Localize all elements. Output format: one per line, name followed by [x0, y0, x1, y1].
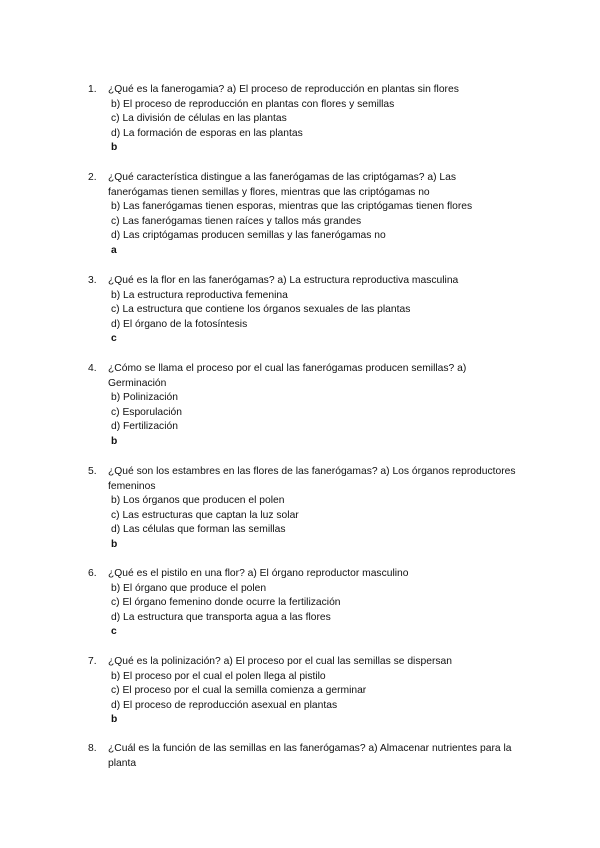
- answer-key: b: [111, 435, 118, 447]
- option-c: c) Las fanerógamas tienen raíces y tallos más grandes: [111, 215, 362, 227]
- option-d: d) El órgano de la fotosíntesis: [111, 318, 248, 330]
- question-stem: ¿Qué característica distingue a las fanerógamas de las criptógamas? a) Las fanerógamas tienen semillas y flores, mientras que las criptógamas no: [108, 172, 456, 198]
- option-d: d) Fertilización: [111, 421, 178, 433]
- option-b: b) Las fanerógamas tienen esporas, mientras que las criptógamas tienen flores: [111, 201, 473, 213]
- option-c: c) La estructura que contiene los órganos sexuales de las plantas: [111, 304, 411, 316]
- option-c: c) La división de células en las plantas: [111, 113, 287, 125]
- option-c: c) Las estructuras que captan la luz solar: [111, 509, 299, 521]
- option-d: d) La estructura que transporta agua a las flores: [111, 611, 331, 623]
- option-d: d) Las criptógamas producen semillas y las fanerógamas no: [111, 230, 386, 242]
- question-stem: ¿Cuál es la función de las semillas en las fanerógamas? a) Almacenar nutrientes para la planta: [108, 743, 512, 769]
- question-5: [88, 465, 518, 553]
- question-stem: ¿Qué es la polinización? a) El proceso por el cual las semillas se dispersan: [108, 656, 452, 667]
- question-number: 5.: [88, 466, 97, 477]
- question-number: 4.: [88, 363, 97, 374]
- question-number: 2.: [88, 172, 97, 183]
- question-number: 1.: [88, 84, 97, 95]
- option-d: d) La formación de esporas en las plantas: [111, 127, 303, 139]
- question-stem: ¿Qué es el pistilo en una flor? a) El órgano reproductor masculino: [108, 568, 409, 579]
- question-number: 6.: [88, 568, 97, 579]
- option-d: d) El proceso de reproducción asexual en plantas: [111, 699, 338, 711]
- question-1: [88, 83, 518, 156]
- question-stem: ¿Qué son los estambres en las flores de las fanerógamas? a) Los órganos reproductores femeninos: [108, 466, 516, 492]
- question-6: [88, 567, 518, 640]
- option-b: b) Polinización: [111, 392, 178, 404]
- question-7: [88, 655, 518, 728]
- question-3: [88, 274, 518, 347]
- answer-key: c: [111, 333, 117, 345]
- option-b: b) El órgano que produce el polen: [111, 582, 267, 594]
- option-c: c) El órgano femenino donde ocurre la fertilización: [111, 597, 341, 609]
- question-2: [88, 171, 518, 259]
- option-b: b) Los órganos que producen el polen: [111, 495, 285, 507]
- question-4: [88, 362, 518, 450]
- question-number: 7.: [88, 656, 97, 667]
- question-8: [88, 742, 518, 771]
- answer-key: b: [111, 714, 118, 726]
- question-number: 8.: [88, 743, 97, 754]
- question-number: 3.: [88, 275, 97, 286]
- option-b: b) La estructura reproductiva femenina: [111, 289, 288, 301]
- option-b: b) El proceso por el cual el polen llega al pistilo: [111, 670, 326, 682]
- answer-key: c: [111, 626, 117, 638]
- question-stem: ¿Cómo se llama el proceso por el cual las fanerógamas producen semillas? a) Germinación: [108, 363, 467, 389]
- question-stem: ¿Qué es la flor en las fanerógamas? a) La estructura reproductiva masculina: [108, 275, 459, 286]
- option-d: d) Las células que forman las semillas: [111, 524, 286, 536]
- option-c: c) Esporulación: [111, 406, 182, 418]
- answer-key: b: [111, 142, 118, 154]
- answer-key: a: [111, 244, 117, 256]
- option-b: b) El proceso de reproducción en plantas con flores y semillas: [111, 98, 395, 110]
- question-stem: ¿Qué es la fanerogamia? a) El proceso de reproducción en plantas sin flores: [108, 84, 459, 95]
- option-c: c) El proceso por el cual la semilla comienza a germinar: [111, 685, 367, 697]
- answer-key: b: [111, 538, 118, 550]
